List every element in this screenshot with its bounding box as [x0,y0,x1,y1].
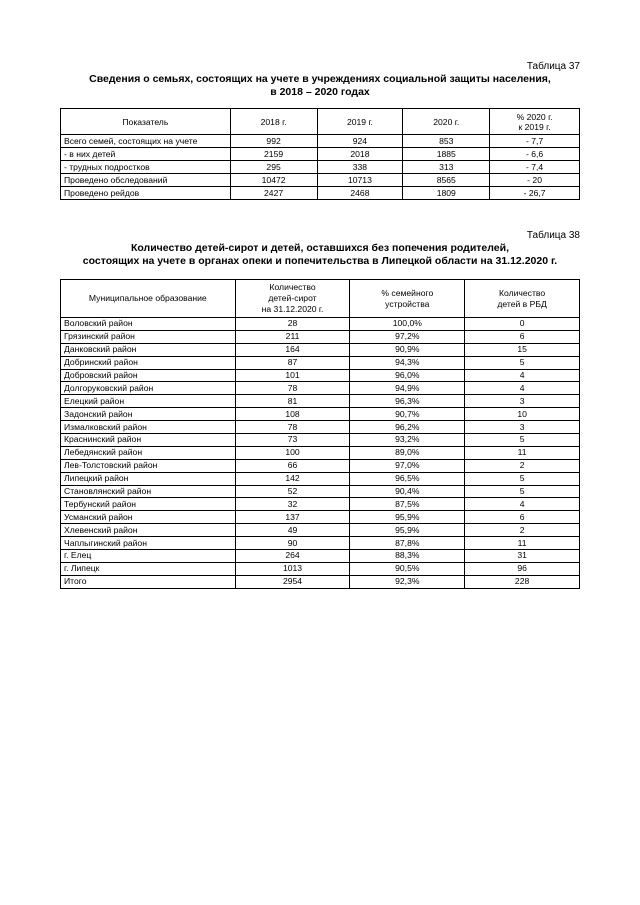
table-cell: 2954 [235,575,350,588]
table-cell: 5 [465,472,580,485]
table-cell: 8565 [403,174,490,187]
table37-title-line1: Сведения о семьях, состоящих на учете в учреждениях социальной защиты населения, [89,73,551,85]
table-cell: 96,0% [350,369,465,382]
table-row [61,446,580,459]
table-cell: 6 [465,511,580,524]
table-cell: 2427 [230,187,317,200]
table-cell: 52 [235,485,350,498]
table37-header-2020: 2020 г. [403,109,490,135]
table-cell: 96,5% [350,472,465,485]
table-cell: - трудных подростков [61,161,231,174]
table-cell: 93,2% [350,434,465,447]
table-row [61,524,580,537]
table37-header-indicator: Показатель [61,109,231,135]
table-cell: 2 [465,524,580,537]
table38-title [40,242,600,268]
table-row [61,318,580,331]
table-cell: 6 [465,330,580,343]
table-cell: 66 [235,459,350,472]
table-row [61,148,580,161]
table-cell: - 7,4 [490,161,580,174]
table38-header-orphans-line1: Количество [269,282,316,292]
table-cell: Долгоруковский район [61,382,236,395]
table-cell: 97,0% [350,459,465,472]
table-cell: 78 [235,421,350,434]
table-cell: 1013 [235,562,350,575]
table-cell: 11 [465,537,580,550]
table-cell: Проведено рейдов [61,187,231,200]
table38-header-orphans-line2: детей-сирот [268,293,317,303]
table-cell: 31 [465,550,580,563]
table-cell: г. Липецк [61,562,236,575]
table-cell: 4 [465,382,580,395]
table-cell: 3 [465,421,580,434]
table38-caption: Таблица 38 [526,230,580,241]
table-cell: Краснинский район [61,434,236,447]
table-cell: Становлянский район [61,485,236,498]
table-cell: 97,2% [350,330,465,343]
table-cell: Чаплыгинский район [61,537,236,550]
table-row [61,421,580,434]
table-cell: 1885 [403,148,490,161]
table-cell: 87,5% [350,498,465,511]
table-row [61,356,580,369]
table-cell: 2018 [317,148,403,161]
table-cell: Задонский район [61,408,236,421]
table38-title-line1: Количество детей-сирот и детей, оставшихся без попечения родителей, [130,242,509,254]
table-row [61,562,580,575]
table-cell: - 6,6 [490,148,580,161]
table-cell: 142 [235,472,350,485]
table-cell: 10472 [230,174,317,187]
table-row [61,550,580,563]
table-cell: 96,2% [350,421,465,434]
table-cell: 95,9% [350,511,465,524]
table-cell: 853 [403,135,490,148]
table-cell: Воловский район [61,318,236,331]
table-cell: 96,3% [350,395,465,408]
table-row [61,382,580,395]
table-row [61,537,580,550]
table-cell: 295 [230,161,317,174]
table-cell: 32 [235,498,350,511]
table-cell: 95,9% [350,524,465,537]
table37-header-percent-line1: % 2020 г. [516,111,553,122]
table-cell: 4 [465,498,580,511]
table-cell: Данковский район [61,343,236,356]
table-cell: 3 [465,395,580,408]
table-cell: 1809 [403,187,490,200]
table-cell: 49 [235,524,350,537]
table-cell: 94,9% [350,382,465,395]
table-cell: Лебедянский район [61,446,236,459]
table37-header-percent [490,109,580,135]
table-cell: 100 [235,446,350,459]
table-cell: 992 [230,135,317,148]
table-cell: Усманский район [61,511,236,524]
table-cell: 924 [317,135,403,148]
table-cell: 4 [465,369,580,382]
table-row [61,498,580,511]
table-cell: 90,5% [350,562,465,575]
table37-header-percent-line2: к 2019 г. [518,121,551,132]
table-cell: 15 [465,343,580,356]
table-cell: 164 [235,343,350,356]
table-row [61,485,580,498]
table-cell: Грязинский район [61,330,236,343]
table-cell: 5 [465,356,580,369]
table-cell: 94,3% [350,356,465,369]
table-cell: - 20 [490,174,580,187]
table37-header-row [61,109,580,135]
table-cell: 87 [235,356,350,369]
table38-header-rbd-line2: детей в РБД [497,298,547,309]
table-cell: 92,3% [350,575,465,588]
table37 [60,108,580,200]
table-cell: - 26,7 [490,187,580,200]
table38-header-orphans-count [235,280,350,318]
table-cell: 338 [317,161,403,174]
table-row [61,434,580,447]
table38-header-family-placement [350,280,465,318]
table-cell: 73 [235,434,350,447]
table-cell: 0 [465,318,580,331]
table-row [61,135,580,148]
table-cell: Тербунский район [61,498,236,511]
table38-header-rbd-line1: Количество [499,287,546,298]
table-cell: 87,8% [350,537,465,550]
table-row [61,187,580,200]
table-cell: 90,4% [350,485,465,498]
table-row [61,330,580,343]
table-cell: - 7,7 [490,135,580,148]
table-cell: 11 [465,446,580,459]
table38-header-municipality: Муниципальное образование [61,280,236,318]
table-cell: 137 [235,511,350,524]
table-row [61,395,580,408]
table-cell: 211 [235,330,350,343]
table-cell: Итого [61,575,236,588]
table-cell: 88,3% [350,550,465,563]
table-cell: 5 [465,485,580,498]
table-row [61,174,580,187]
table-cell: 101 [235,369,350,382]
table38-header-orphans-line3: на 31.12.2020 г. [261,304,324,314]
table-cell: 90 [235,537,350,550]
table-cell: 28 [235,318,350,331]
table-cell: Добровский район [61,369,236,382]
table38-header-row [61,280,580,318]
table-cell: 78 [235,382,350,395]
table-row [61,575,580,588]
table-cell: 264 [235,550,350,563]
table37-header-2018: 2018 г. [230,109,317,135]
table38 [60,279,580,589]
table37-caption: Таблица 37 [526,61,580,72]
table-cell: 90,9% [350,343,465,356]
table-cell: Лев-Толстовский район [61,459,236,472]
table-row [61,459,580,472]
table-cell: Всего семей, состоящих на учете [61,135,231,148]
table-cell: 2159 [230,148,317,161]
table38-header-family-line1: % семейного [381,287,434,298]
table-cell: 313 [403,161,490,174]
table-row [61,408,580,421]
table-cell: 10713 [317,174,403,187]
table-row [61,343,580,356]
table-cell: Липецкий район [61,472,236,485]
table-cell: 89,0% [350,446,465,459]
table37-title-line2: в 2018 – 2020 годах [270,86,370,98]
table-row [61,369,580,382]
table-cell: 2 [465,459,580,472]
table-cell: 96 [465,562,580,575]
table-cell: Добринский район [61,356,236,369]
table37-header-2019: 2019 г. [317,109,403,135]
table38-title-line2: состоящих на учете в органах опеки и попечительства в Липецкой области на 31.12.2020 г. [82,255,558,267]
table-cell: 100,0% [350,318,465,331]
table-cell: 81 [235,395,350,408]
table-cell: 108 [235,408,350,421]
table38-header-rbd-count [465,280,580,318]
table-cell: г. Елец [61,550,236,563]
table-cell: Проведено обследований [61,174,231,187]
table-row [61,511,580,524]
table-cell: Измалковский район [61,421,236,434]
table-cell: 228 [465,575,580,588]
table37-title [40,73,600,99]
table-cell: 90,7% [350,408,465,421]
table38-header-family-line2: устройства [385,298,430,309]
table-cell: 10 [465,408,580,421]
table-row [61,161,580,174]
table-cell: Елецкий район [61,395,236,408]
table-row [61,472,580,485]
table-cell: Хлевенский район [61,524,236,537]
table-cell: 5 [465,434,580,447]
table-cell: - в них детей [61,148,231,161]
table-cell: 2468 [317,187,403,200]
